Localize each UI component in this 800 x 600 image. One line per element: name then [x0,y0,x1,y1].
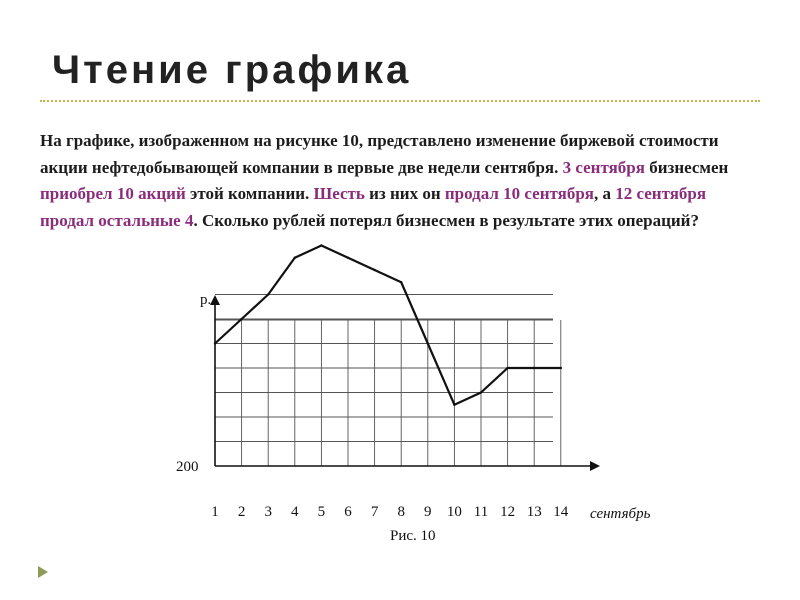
y-axis-arrow-icon [210,295,220,305]
x-tick-label: 1 [211,504,219,520]
data-point [400,281,402,283]
highlighted-phrase: приобрел 10 акций [40,184,186,203]
figure-caption: Рис. 10 [390,528,436,544]
x-tick-label: 11 [473,504,489,520]
x-tick-label: 13 [526,504,542,520]
text-segment: бизнесмен [644,157,729,177]
text-segment: . Сколько рублей потерял бизнесмен в результате этих операций? [193,210,699,230]
x-tick-label: 14 [553,504,569,520]
highlighted-phrase: продал 10 сентября [444,184,594,203]
text-segment: На графике, изображенном на рисунке 10, представлено изменение биржевой стоимости акции нефтедобывающей компании в первые две недели сентября. [40,131,719,177]
data-point [533,367,535,369]
data-point [560,367,562,369]
x-tick-label: 12 [500,504,516,520]
triangle-bullet-icon [38,566,48,578]
highlighted-phrase: 3 сентября [562,157,645,177]
data-point [453,404,455,406]
price-series-line [215,246,561,405]
x-tick-label: 6 [344,504,352,520]
highlighted-phrase: 12 сентября продал остальные 4 [40,184,707,230]
x-tick-label: 8 [397,504,405,520]
x-tick-label: 5 [317,504,326,520]
y-tick-label: 200 [176,459,199,475]
text-segment: этой компании. [185,184,314,203]
x-tick-label: 7 [370,504,379,520]
y-axis-label: р. [200,292,212,308]
data-point [214,342,216,344]
data-point [480,391,482,393]
highlighted-phrase: Шесть [313,184,365,203]
x-tick-label: 4 [291,504,299,520]
x-tick-label: 9 [424,504,432,520]
data-point [320,244,322,246]
data-point [347,257,349,259]
x-tick-label: 2 [237,504,246,520]
x-tick-labels [211,504,569,520]
data-point [267,293,269,295]
data-point [294,257,296,259]
text-segment: , а [594,184,616,203]
slide-title: Чтение графика [52,48,412,92]
data-point [506,367,508,369]
data-point [240,318,242,320]
x-tick-label: 3 [264,504,272,520]
text-segment: из них он [364,184,445,203]
x-tick-label: 10 [446,504,462,520]
x-axis-label: сентябрь [590,506,651,522]
chart-grid [215,295,561,467]
price-points [214,244,562,406]
x-axis-arrow-icon [590,461,600,471]
data-point [427,342,429,344]
data-point [373,269,375,271]
